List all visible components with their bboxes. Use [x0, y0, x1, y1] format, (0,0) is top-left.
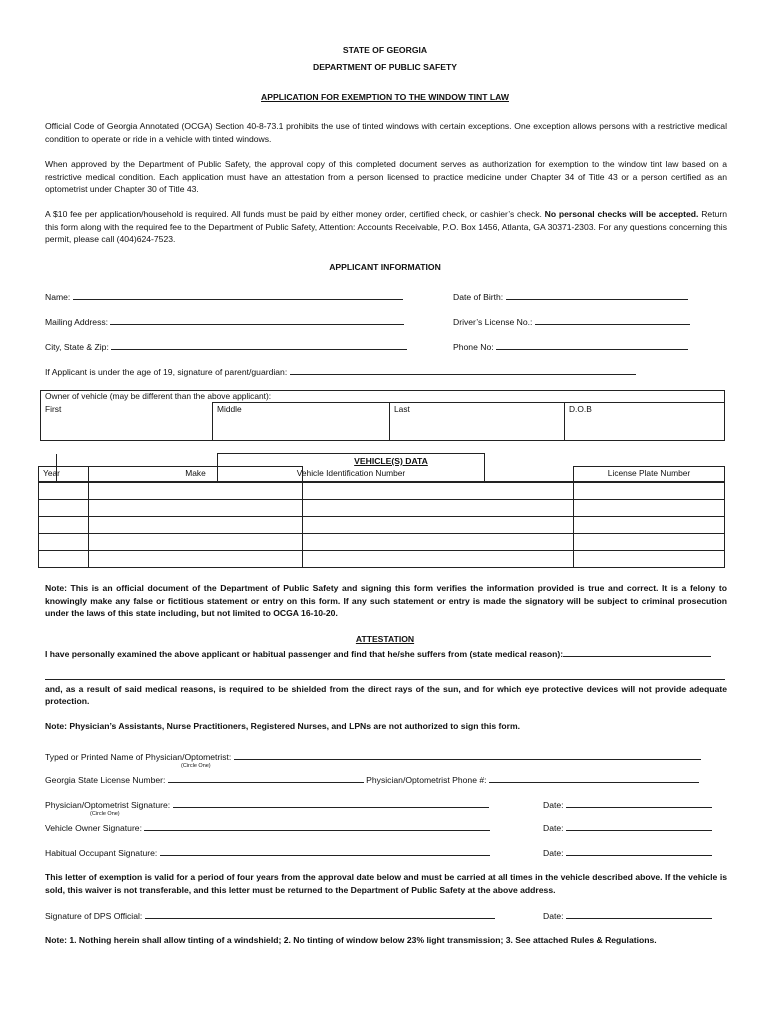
vehicle-row[interactable]: [39, 517, 725, 534]
intro-paragraph-3: [45, 208, 727, 246]
owner-signature-field[interactable]: [45, 821, 490, 833]
owner-date-label: Date:: [543, 823, 564, 833]
form-title: APPLICATION FOR EXEMPTION TO THE WINDOW TINT LAW: [261, 92, 509, 102]
occupant-date-label: Date:: [543, 848, 564, 858]
physician-phone-line[interactable]: [489, 773, 699, 783]
occupant-signature-label: Habitual Occupant Signature:: [45, 848, 158, 858]
license-label: Driver’s License No.:: [453, 317, 533, 327]
owner-date-field[interactable]: [543, 821, 712, 833]
owner-last[interactable]: Last: [390, 403, 565, 441]
dps-date-label: Date:: [543, 911, 564, 921]
owner-caption: Owner of vehicle (may be different than the above applicant):: [41, 391, 725, 403]
name-field[interactable]: [45, 290, 403, 302]
owner-signature-label: Vehicle Owner Signature:: [45, 823, 142, 833]
guardian-field[interactable]: [45, 365, 636, 377]
name-label: Name:: [45, 292, 71, 302]
state-heading: STATE OF GEORGIA: [342, 45, 428, 55]
applicant-heading: APPLICANT INFORMATION: [329, 262, 441, 272]
physician-name-line[interactable]: [234, 750, 701, 760]
physician-name-field[interactable]: [45, 750, 701, 762]
return-instructions: Return this form along with the required fee to the Department of Public Safety, Attention: Accounts Receivable, P.O. Box 1456, Atlanta, GA 30371-2303. For any questions concerning this permit, please call (404)624-7523.: [45, 209, 728, 244]
owner-first[interactable]: First: [41, 403, 213, 441]
no-personal-checks: No personal checks will be accepted.: [544, 209, 699, 219]
physician-date-field[interactable]: [543, 798, 712, 810]
attestation-heading: ATTESTATION: [355, 634, 415, 644]
name-line[interactable]: [73, 290, 403, 300]
dps-signature-label: Signature of DPS Official:: [45, 911, 143, 921]
dob-line[interactable]: [506, 290, 688, 300]
owner-table: [40, 390, 725, 441]
dob-label: Date of Birth:: [453, 292, 504, 302]
mailing-field[interactable]: [45, 315, 404, 327]
city-line[interactable]: [111, 340, 407, 350]
circle-one-note-2: (Circle One): [90, 811, 120, 817]
medical-reason-label: I have personally examined the above applicant or habitual passenger and find that he/she suffers from (state medical reason):: [45, 649, 564, 659]
physician-signature-field[interactable]: [45, 798, 489, 810]
dps-date-line[interactable]: [566, 909, 712, 919]
owner-dob[interactable]: D.O.B: [565, 403, 725, 441]
vehicle-row[interactable]: [39, 500, 725, 517]
state-license-field[interactable]: [45, 773, 699, 785]
vehicle-heading: VEHICLE(S) DATA: [354, 456, 428, 466]
guardian-line[interactable]: [290, 365, 636, 375]
mailing-label: Mailing Address:: [45, 317, 109, 327]
intro-paragraph-2: When approved by the Department of Public Safety, the approval copy of this completed document serves as authorization for exemption to the window tint law based on a restrictive medical condition. Each application must have an attestation from a person licensed to practice medicine under Chapter 34 of Title 43 or a person certified as an optometrist under Chapter 30 of Title 43.: [45, 159, 727, 194]
state-license-line[interactable]: [168, 773, 364, 783]
intro-paragraph-1: Official Code of Georgia Annotated (OCGA) Section 40-8-73.1 prohibits the use of tinted windows with certain exceptions. One exception allows persons with a restrictive medical condition to operate or ride in a vehicle with tinted windows.: [45, 121, 727, 144]
phone-label: Phone No:: [453, 342, 494, 352]
physician-note: Note: Physician’s Assistants, Nurse Practitioners, Registered Nurses, and LPNs are not authorized to sign this form.: [45, 721, 520, 731]
validity-statement: This letter of exemption is valid for a period of four years from the approval date below and must be carried at all times in the vehicle described above. If the vehicle is sold, this waiver is not transferable, and this letter must be returned to the Department of Public Safety at the above address.: [45, 872, 727, 895]
license-field[interactable]: [453, 315, 690, 327]
state-license-label: Georgia State License Number:: [45, 775, 166, 785]
occupant-signature-field[interactable]: [45, 846, 490, 858]
vehicle-row[interactable]: [39, 551, 725, 568]
guardian-label: If Applicant is under the age of 19, signature of parent/guardian:: [45, 367, 288, 377]
fee-text: A $10 fee per application/household is required. All funds must be paid by either money order, certified check, or cashier’s check.: [45, 209, 542, 219]
make-header: Make: [89, 467, 303, 483]
vehicle-row[interactable]: [39, 534, 725, 551]
occupant-date-field[interactable]: [543, 846, 712, 858]
year-header: Year: [39, 467, 89, 483]
medical-reason-field[interactable]: [45, 647, 711, 659]
phone-line[interactable]: [496, 340, 688, 350]
owner-date-line[interactable]: [566, 821, 712, 831]
dps-signature-line[interactable]: [145, 909, 495, 919]
final-note: Note: 1. Nothing herein shall allow tinting of a windshield; 2. No tinting of window below 23% light transmission; 3. See attached Rules & Regulations.: [45, 935, 657, 945]
dob-field[interactable]: [453, 290, 688, 302]
physician-signature-label: Physician/Optometrist Signature:: [45, 800, 171, 810]
physician-date-label: Date:: [543, 800, 564, 810]
department-heading: DEPARTMENT OF PUBLIC SAFETY: [312, 62, 458, 72]
vehicle-grid: [38, 466, 725, 568]
occupant-date-line[interactable]: [566, 846, 712, 856]
plate-header: License Plate Number: [574, 467, 725, 483]
city-label: City, State & Zip:: [45, 342, 109, 352]
felony-note: Note: This is an official document of the Department of Public Safety and signing this form verifies the information provided is true and correct. It is a felony to knowingly make any false or fictitious statement or entry on this form. If any such statement or entry is made the signatory will be subject to criminal prosecution under the laws of this state including, but not limited to OCGA 16-10-20.: [45, 583, 727, 618]
dps-date-field[interactable]: [543, 909, 712, 921]
occupant-signature-line[interactable]: [160, 846, 490, 856]
physician-date-line[interactable]: [566, 798, 712, 808]
circle-one-note-1: (Circle One): [181, 763, 211, 769]
medical-reason-line[interactable]: [563, 647, 711, 657]
owner-signature-line[interactable]: [144, 821, 490, 831]
physician-phone-label: Physician/Optometrist Phone #:: [366, 775, 487, 785]
dps-signature-field[interactable]: [45, 909, 495, 921]
license-line[interactable]: [535, 315, 690, 325]
mailing-line[interactable]: [110, 315, 404, 325]
city-field[interactable]: [45, 340, 407, 352]
shield-statement: and, as a result of said medical reasons, is required to be shielded from the direct rays of the sun, and for which eye protective devices will not provide adequate protection.: [45, 684, 727, 706]
phone-field[interactable]: [453, 340, 688, 352]
medical-reason-line-2[interactable]: [45, 670, 725, 680]
physician-signature-line[interactable]: [173, 798, 489, 808]
physician-name-label: Typed or Printed Name of Physician/Optometrist:: [45, 752, 232, 762]
vehicle-row[interactable]: [39, 483, 725, 500]
owner-middle[interactable]: Middle: [213, 403, 390, 441]
vin-header: Vehicle Identification Number: [218, 454, 485, 482]
vin-header-cell: [303, 467, 574, 483]
